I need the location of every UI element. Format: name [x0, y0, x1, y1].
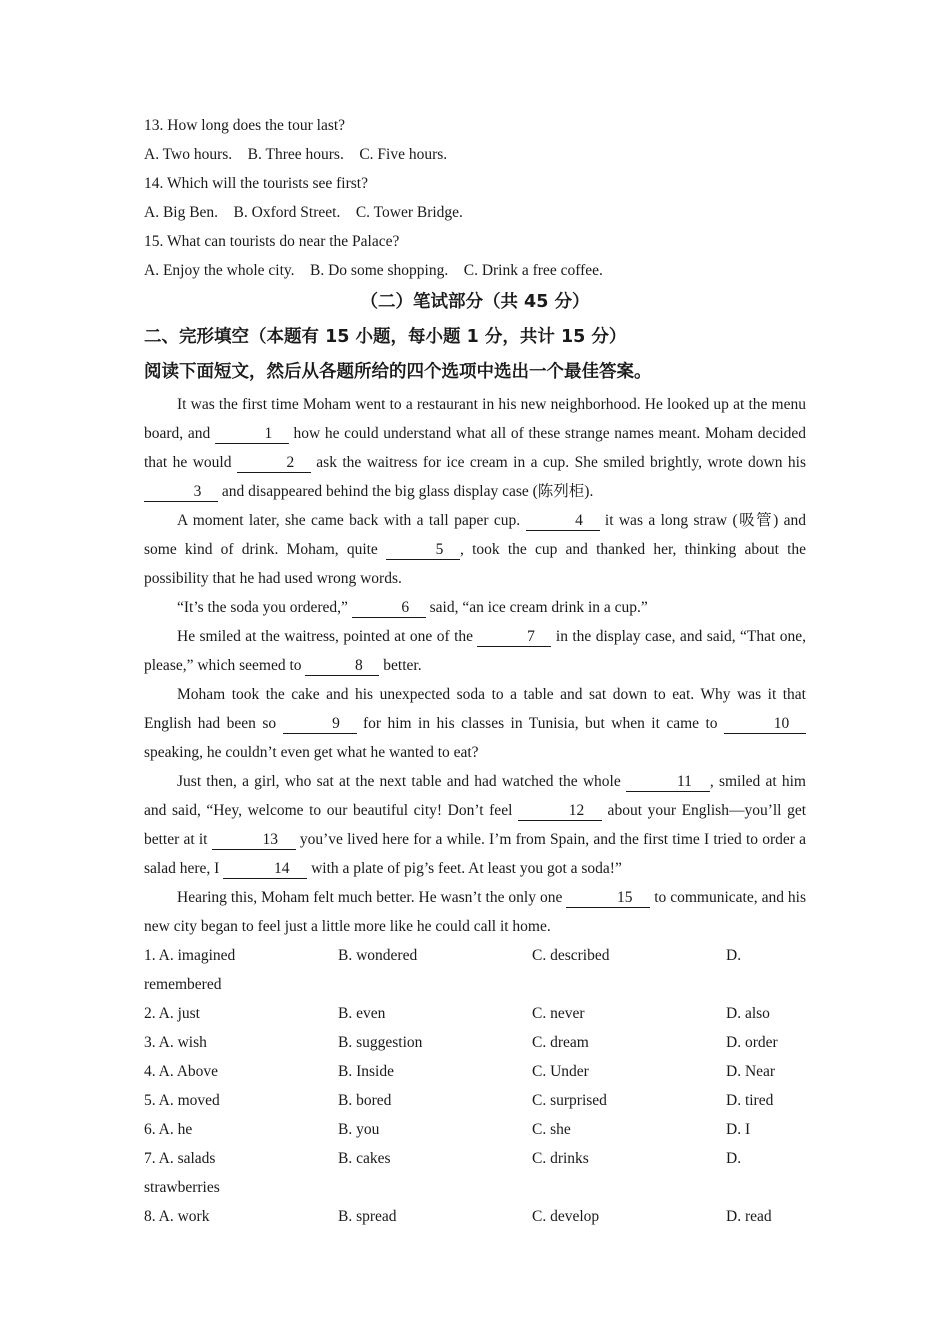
- blank-8: 8: [305, 657, 379, 676]
- option: C. Under: [532, 1063, 589, 1080]
- blank-7: 7: [477, 628, 551, 647]
- option: D.: [726, 947, 742, 964]
- option-row: [144, 941, 806, 970]
- listening-questions: [144, 111, 806, 285]
- section-title: （二）笔试部分（共 45 分）: [360, 292, 590, 312]
- option-row: [144, 970, 806, 999]
- blank-4: 4: [526, 512, 600, 531]
- content: [144, 111, 806, 1231]
- question-stem: 15. What can tourists do near the Palace?: [144, 233, 400, 250]
- instruction: 阅读下面短文，然后从各题所给的四个选项中选出一个最佳答案。: [144, 362, 652, 382]
- blank-10: 10: [724, 715, 806, 734]
- question-stem: 14. Which will the tourists see first?: [144, 175, 368, 192]
- passage-paragraph: Hearing this, Moham felt much better. He wasn’t the only one 15 to communicate, and his new city began to feel just a little more like he could call it home.: [144, 889, 806, 935]
- option: D.: [726, 1150, 742, 1167]
- option: B. cakes: [338, 1150, 391, 1167]
- option-row: [144, 1173, 806, 1202]
- blank-1: 1: [215, 425, 289, 444]
- blank-13: 13: [212, 831, 296, 850]
- option-row: [144, 999, 806, 1028]
- passage-paragraph: It was the first time Moham went to a restaurant in his new neighborhood. He looked up at the menu board, and 1 how he could understand what all of these strange names meant. Moham decided that he would 2 ask the waitress for ice cream in a cup. She smiled brightly, wrote down his 3 and disappeared behind the big glass display case (陈列柜).: [144, 396, 807, 500]
- blank-5: 5: [386, 541, 460, 560]
- option-row: [144, 1028, 806, 1057]
- option: B. suggestion: [338, 1034, 423, 1051]
- option: 7. A. salads: [144, 1150, 216, 1167]
- option-row: [144, 1086, 806, 1115]
- option: B. wondered: [338, 947, 418, 964]
- option: D. I: [726, 1121, 751, 1138]
- blank-2: 2: [237, 454, 311, 473]
- blank-14: 14: [223, 860, 307, 879]
- option: 8. A. work: [144, 1208, 210, 1225]
- blank-11: 11: [626, 773, 710, 792]
- option: remembered: [144, 976, 222, 993]
- passage-paragraph: “It’s the soda you ordered,” 6 said, “an ice cream drink in a cup.”: [177, 599, 648, 616]
- question-choices: A. Big Ben. B. Oxford Street. C. Tower Bridge.: [144, 204, 463, 221]
- option: D. read: [726, 1208, 772, 1225]
- option-row: [144, 1115, 806, 1144]
- blank-15: 15: [566, 889, 650, 908]
- option: B. bored: [338, 1092, 392, 1109]
- question-choices: A. Two hours. B. Three hours. C. Five hours.: [144, 146, 448, 163]
- blank-3: 3: [144, 483, 218, 502]
- part-title: 二、完形填空（本题有 15 小题，每小题 1 分，共计 15 分）: [144, 327, 627, 347]
- option: B. Inside: [338, 1063, 394, 1080]
- option: C. described: [532, 947, 610, 964]
- option: 4. A. Above: [144, 1063, 219, 1080]
- question-choices: A. Enjoy the whole city. B. Do some shopping. C. Drink a free coffee.: [144, 262, 603, 279]
- option: B. even: [338, 1005, 386, 1022]
- option: 2. A. just: [144, 1005, 200, 1022]
- passage-paragraph: A moment later, she came back with a tall paper cup. 4 it was a long straw (吸管) and some kind of drink. Moham, quite 5 , took the cup and thanked her, thinking about the possibility that he had used wrong words.: [144, 512, 807, 587]
- option-row: [144, 1144, 806, 1173]
- question-stem: 13. How long does the tour last?: [144, 117, 346, 134]
- option: D. also: [726, 1005, 770, 1022]
- option: B. spread: [338, 1208, 397, 1225]
- blank-9: 9: [283, 715, 357, 734]
- option: D. tired: [726, 1092, 774, 1109]
- option: 3. A. wish: [144, 1034, 207, 1051]
- blank-12: 12: [518, 802, 602, 821]
- cloze-options: [144, 941, 806, 1231]
- option: C. drinks: [532, 1150, 589, 1167]
- option: D. order: [726, 1034, 778, 1051]
- option: C. dream: [532, 1034, 589, 1051]
- option: strawberries: [144, 1179, 220, 1196]
- option-row: [144, 1057, 806, 1086]
- option: 6. A. he: [144, 1121, 193, 1138]
- option: B. you: [338, 1121, 380, 1138]
- option: D. Near: [726, 1063, 776, 1080]
- passage-paragraph: Moham took the cake and his unexpected soda to a table and sat down to eat. Why was it that English had been so 9 for him in his classes in Tunisia, but when it came to 10 speaking, he couldn’t even get what he wanted to eat?: [144, 686, 806, 761]
- option: C. she: [532, 1121, 571, 1138]
- passage-paragraph: He smiled at the waitress, pointed at one of the 7 in the display case, and said, “That one, please,” which seemed to 8 better.: [144, 628, 806, 674]
- option: C. surprised: [532, 1092, 607, 1109]
- cloze-passage: [144, 390, 806, 941]
- blank-6: 6: [352, 599, 426, 618]
- option-row: [144, 1202, 806, 1231]
- option: C. never: [532, 1005, 585, 1022]
- option: C. develop: [532, 1208, 600, 1225]
- passage-paragraph: Just then, a girl, who sat at the next table and had watched the whole 11 , smiled at him and said, “Hey, welcome to our beautiful city! Don’t feel 12 about your English—you’ll get better at it 13 you’ve lived here for a while. I’m from Spain, and the first time I tried to order a salad here, I 14 with a plate of pig’s feet. At least you got a soda!”: [144, 773, 807, 877]
- option: 1. A. imagined: [144, 947, 236, 964]
- option: 5. A. moved: [144, 1092, 220, 1109]
